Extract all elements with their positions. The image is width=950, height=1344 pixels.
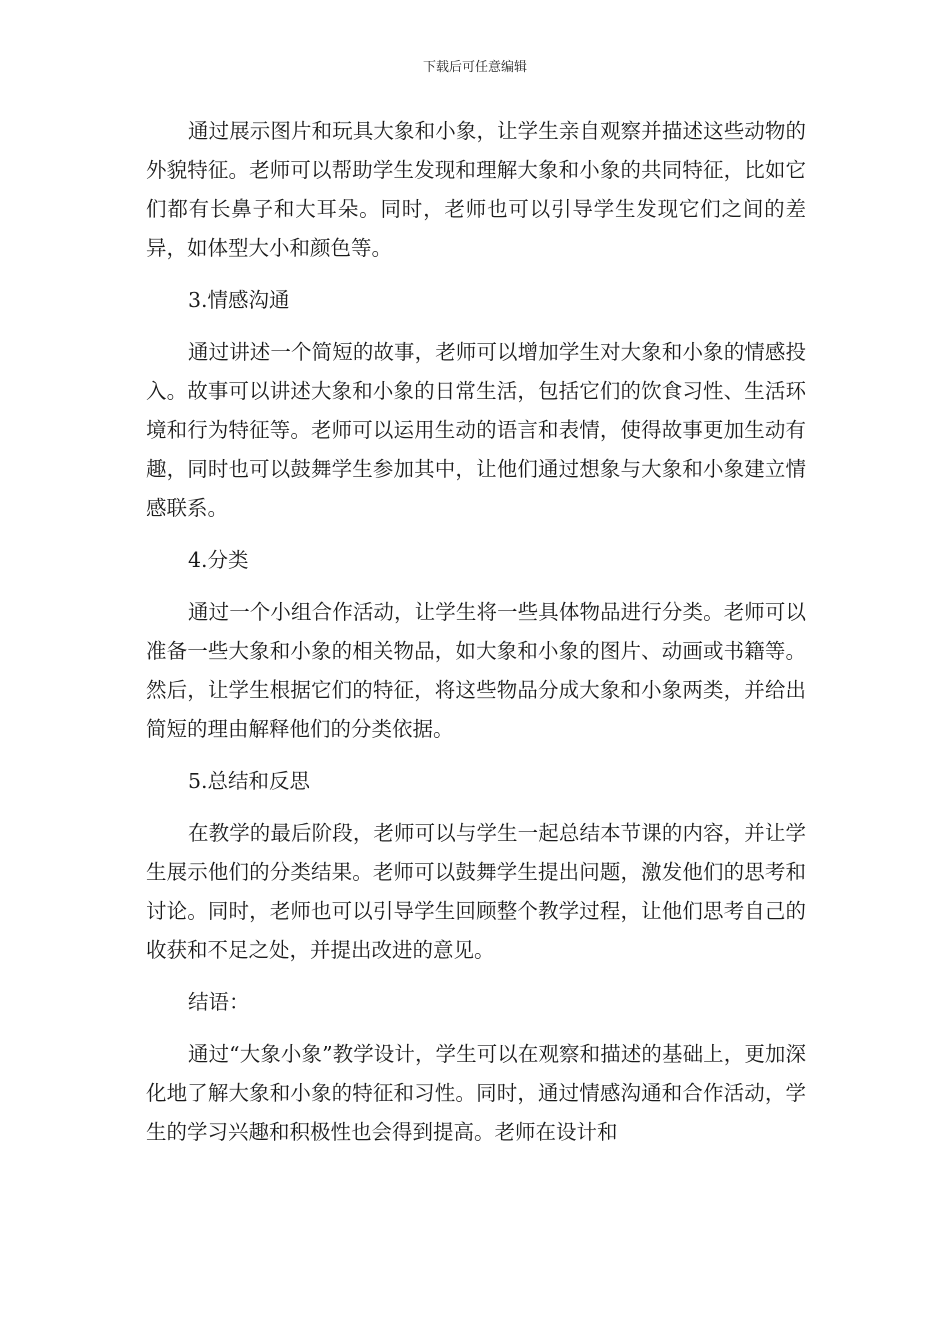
section-heading-summary-reflection: 5.总结和反思 [188, 769, 311, 793]
paragraph-observation: 通过展示图片和玩具大象和小象，让学生亲自观察并描述这些动物的外貌特征。老师可以帮助学生发现和理解大象和小象的共同特征，比如它们都有长鼻子和大耳朵。同时，老师也可以引导学生发现它们之间的差异，如体型大小和颜色等。 [146, 119, 806, 260]
section-heading-emotional-communication: 3.情感沟通 [188, 288, 290, 312]
page-header: 下载后可任意编辑 [422, 60, 527, 75]
paragraph-group-activity: 通过一个小组合作活动，让学生将一些具体物品进行分类。老师可以准备一些大象和小象的相关物品，如大象和小象的图片、动画或书籍等。然后，让学生根据它们的特征，将这些物品分成大象和小象两类，并给出简短的理由解释他们的分类依据。 [146, 600, 806, 741]
paragraph-story: 通过讲述一个简短的故事，老师可以增加学生对大象和小象的情感投入。故事可以讲述大象和小象的日常生活，包括它们的饮食习性、生活环境和行为特征等。老师可以运用生动的语言和表情，使得故事更加生动有趣，同时也可以鼓舞学生参加其中，让他们通过想象与大象和小象建立情感联系。 [146, 340, 806, 520]
document-body [146, 112, 806, 1165]
paragraph-conclusion: 通过“大象小象”教学设计，学生可以在观察和描述的基础上，更加深化地了解大象和小象的特征和习性。同时，通过情感沟通和合作活动，学生的学习兴趣和积极性也会得到提高。老师在设计和 [146, 1042, 806, 1144]
section-heading-classification: 4.分类 [188, 548, 249, 572]
section-heading-conclusion: 结语： [188, 990, 250, 1014]
paragraph-summary: 在教学的最后阶段，老师可以与学生一起总结本节课的内容，并让学生展示他们的分类结果。老师可以鼓舞学生提出问题，激发他们的思考和讨论。同时，老师也可以引导学生回顾整个教学过程，让他们思考自己的收获和不足之处，并提出改进的意见。 [146, 821, 806, 962]
